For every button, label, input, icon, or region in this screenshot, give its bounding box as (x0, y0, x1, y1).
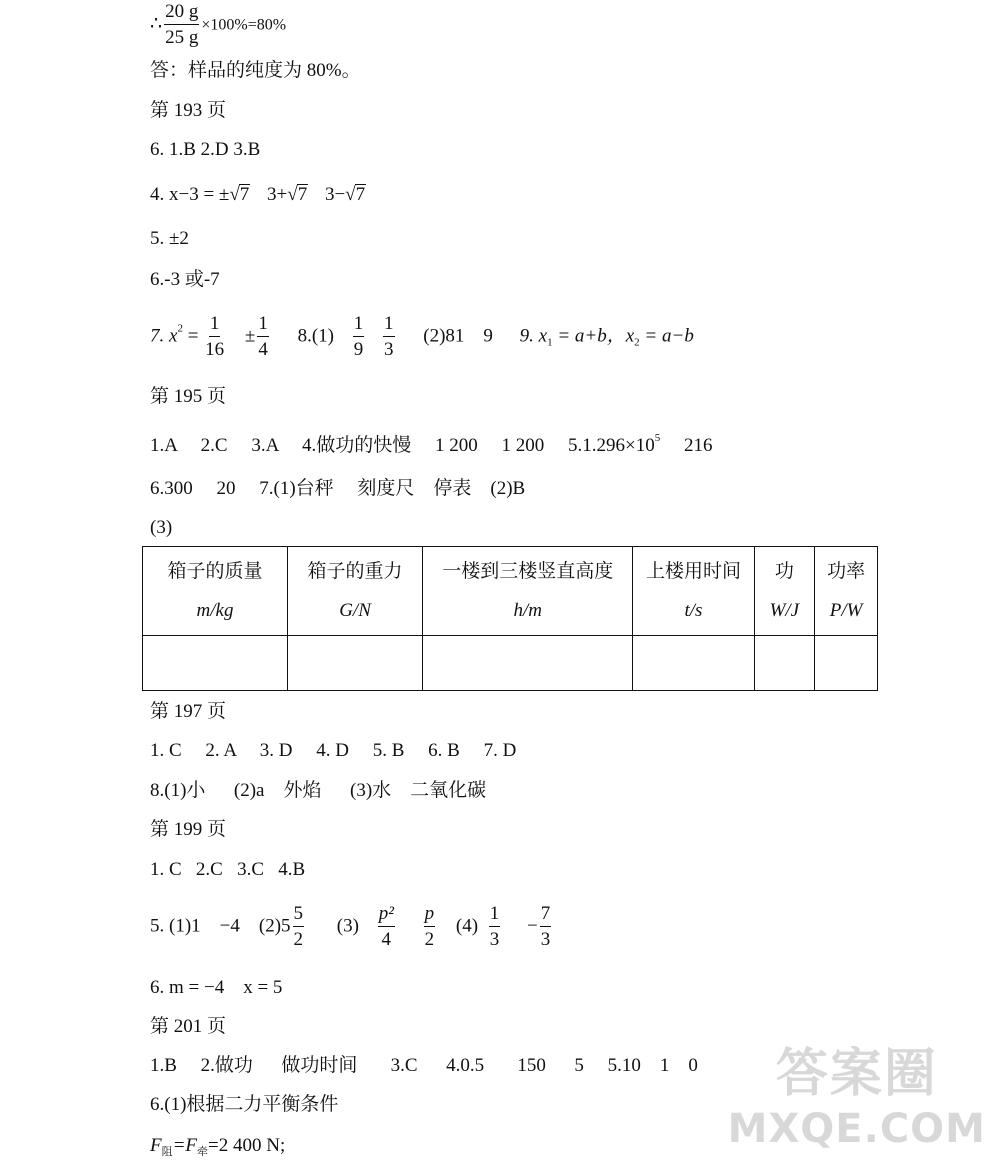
table-header-cell (143, 547, 288, 636)
fraction (540, 904, 552, 950)
header-label: 箱子的质量 (167, 561, 263, 582)
fraction (205, 314, 224, 360)
radicand: 7 (355, 184, 366, 205)
watermark-logo (728, 1031, 986, 1152)
fraction-denominator: 3 (384, 338, 394, 360)
header-unit: W/J (769, 600, 800, 621)
table-row (143, 636, 878, 691)
fraction-denominator: 4 (258, 338, 268, 360)
fraction-numerator: p² (378, 904, 395, 927)
mass-fraction (164, 2, 199, 48)
expression-text: 3− (324, 184, 346, 205)
answer-line: 8.(1)小 (2)a 外焰 (3)水 二氧化碳 (150, 780, 487, 801)
header-unit: m/kg (196, 600, 234, 621)
header-unit: h/m (513, 600, 542, 621)
equals-sign: = (182, 325, 204, 347)
table-cell (815, 636, 878, 691)
subscript: 阻 (161, 1146, 173, 1158)
minus-sign: − (527, 915, 538, 937)
header-unit: G/N (339, 600, 371, 621)
answer-text: (4) (455, 915, 479, 937)
expression-text: 3+ (267, 184, 288, 205)
fraction (378, 904, 395, 950)
answer-line-sqrt: 4. x−3 = ±√7 3+√7 3−√7 (150, 184, 366, 205)
fraction (257, 314, 269, 360)
answer-text: 216 (660, 435, 713, 456)
answer-text: (3) (336, 915, 359, 937)
table-header-cell (815, 547, 878, 636)
answer-line: 1. C 2. A 3. D 4. D 5. B 6. B 7. D (150, 740, 517, 761)
page-heading-193: 第 193 页 (150, 100, 227, 121)
plus-minus: ± (244, 325, 256, 347)
question-label: 8.(1) (297, 325, 334, 347)
header-label: 一楼到三楼竖直高度 (442, 561, 614, 582)
force-value: =2 400 N; (208, 1135, 286, 1156)
answer-line: 6.-3 或-7 (150, 269, 220, 290)
answer-line-fractions (150, 314, 694, 360)
answer-line: 6.(1)根据二力平衡条件 (150, 1094, 339, 1115)
answer-text: 5. (1)1 −4 (2)5 (150, 915, 291, 937)
fraction-numerator: 5 (293, 904, 305, 927)
answer-text: 9. x (519, 325, 548, 347)
fraction-numerator: 7 (540, 904, 552, 927)
table-cell (633, 636, 754, 691)
radicand: 7 (239, 184, 250, 205)
table-cell (754, 636, 815, 691)
answer-text: 1.A 2.C 3.A 4.做功的快慢 1 200 1 200 5.1.296×10 (150, 435, 655, 456)
radicand: 7 (297, 184, 308, 205)
table-header-cell (633, 547, 754, 636)
fraction-numerator: 20 g (164, 2, 199, 25)
page-heading-195: 第 195 页 (150, 386, 227, 407)
variable-x: 7. x (150, 325, 178, 347)
page-heading-197: 第 197 页 (150, 701, 227, 722)
force-symbol: =F (172, 1135, 198, 1156)
exponent: 2 (177, 322, 183, 335)
fraction-denominator: 2 (293, 928, 304, 950)
fraction (353, 314, 365, 360)
fraction-numerator: 1 (257, 314, 269, 337)
header-label: 功 (774, 561, 794, 582)
answer-text: = a+b，x (552, 325, 635, 347)
therefore-symbol: ∴ (150, 13, 163, 35)
subscript: 1 (547, 336, 553, 349)
fraction-numerator: 1 (209, 314, 221, 337)
fraction-numerator: p (424, 904, 436, 927)
answer-line: 答：样品的纯度为 80%。 (150, 60, 361, 81)
subscript: 牵 (197, 1146, 209, 1158)
header-unit: t/s (684, 600, 703, 621)
answer-line: 5. ±2 (150, 228, 189, 249)
fraction (383, 314, 395, 360)
fraction (424, 904, 436, 950)
page-heading-199: 第 199 页 (150, 819, 227, 840)
answer-line: 1. C 2.C 3.C 4.B (150, 859, 306, 880)
fraction-numerator: 1 (383, 314, 395, 337)
answer-line: 6. 1.B 2.D 3.B (150, 139, 261, 160)
fraction (489, 904, 501, 950)
table-header-cell (754, 547, 815, 636)
force-equation (150, 1136, 285, 1158)
answer-line (150, 433, 712, 455)
table-cell (143, 636, 288, 691)
fraction-denominator: 9 (353, 338, 364, 360)
fraction-denominator: 16 (205, 338, 225, 360)
answer-line: (3) (150, 517, 173, 538)
answer-line: 1.B 2.做功 做功时间 3.C 4.0.5 150 5 5.10 1 0 (150, 1055, 698, 1076)
fraction-denominator: 25 g (165, 26, 199, 48)
answer-line: 6. m = −4 x = 5 (150, 977, 283, 998)
purity-calculation (150, 2, 286, 48)
answer-line-fractions (150, 904, 553, 950)
fraction-denominator: 3 (540, 928, 551, 950)
watermark-url: MXQE.COM (727, 1106, 986, 1152)
measurement-table (142, 546, 878, 691)
page-heading-201: 第 201 页 (150, 1016, 227, 1037)
equation-text: 4. x−3 = ± (150, 184, 230, 205)
table-cell (423, 636, 633, 691)
fraction-denominator: 2 (424, 928, 435, 950)
fraction-denominator: 4 (381, 928, 392, 950)
answer-text: = a−b (639, 325, 694, 347)
exponent: 5 (654, 432, 661, 444)
answer-line: 6.300 20 7.(1)台秤 刻度尺 停表 (2)B (150, 478, 526, 499)
fraction-numerator: 1 (489, 904, 501, 927)
watermark-text: 答案圈 (775, 1044, 938, 1104)
header-label: 功率 (827, 561, 866, 582)
force-symbol: F (150, 1135, 162, 1156)
answer-text: (2)81 9 (423, 325, 493, 347)
table-header-cell (423, 547, 633, 636)
table-header-row (143, 547, 878, 636)
table-cell (288, 636, 423, 691)
percentage-result: ×100%=80% (201, 16, 287, 34)
fraction (293, 904, 305, 950)
table-header-cell (288, 547, 423, 636)
header-label: 上楼用时间 (645, 561, 741, 582)
fraction-numerator: 1 (353, 314, 365, 337)
header-label: 箱子的重力 (307, 561, 403, 582)
fraction-denominator: 3 (489, 928, 500, 950)
header-unit: P/W (829, 600, 863, 621)
subscript: 2 (634, 336, 640, 349)
